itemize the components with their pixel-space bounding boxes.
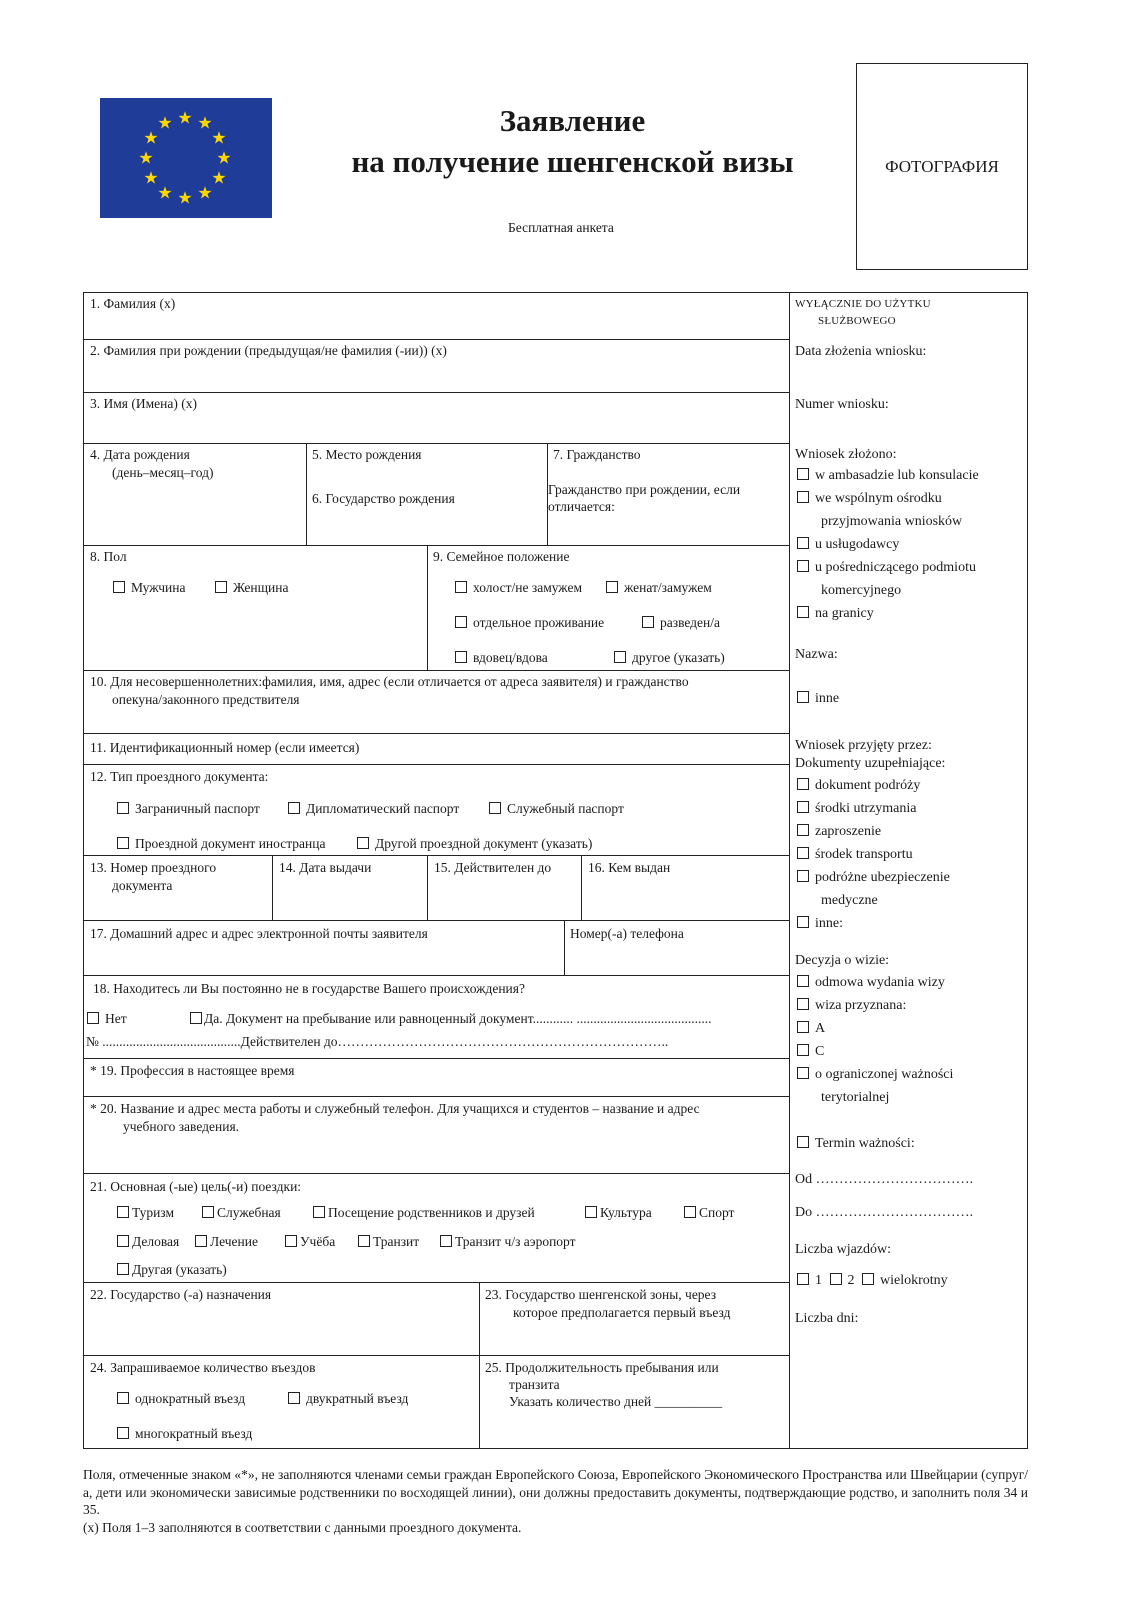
marital-option[interactable]: [642, 615, 720, 632]
office-valid-to: Do …………………………….: [795, 1205, 974, 1220]
checkbox-icon[interactable]: [585, 1206, 597, 1218]
checkbox-icon[interactable]: [797, 468, 809, 480]
option-label: Другой проездной документ (указать): [375, 836, 593, 851]
field-3-first-name[interactable]: 3. Имя (Имена) (x): [90, 396, 197, 411]
option-label: C: [815, 1044, 825, 1059]
purpose-option[interactable]: [117, 1205, 174, 1222]
option-label: na granicy: [815, 606, 874, 621]
option-label: Спорт: [699, 1205, 735, 1220]
divider: [83, 975, 789, 976]
option-label: Учёба: [300, 1234, 336, 1249]
checkbox-icon[interactable]: [797, 1136, 809, 1148]
checkbox-icon[interactable]: [797, 1044, 809, 1056]
office-days: Liczba dni:: [795, 1311, 859, 1326]
divider: [564, 920, 565, 975]
divider: [83, 545, 789, 546]
checkbox-icon[interactable]: [215, 581, 227, 593]
star-icon: ★: [216, 148, 232, 168]
field-23-first-entry-line2: которое предполагается первый въезд: [513, 1305, 731, 1320]
checkbox-icon[interactable]: [797, 691, 809, 703]
field-2-surname-at-birth[interactable]: 2. Фамилия при рождении (предыдущая/не фамилия (-ии)) (x): [90, 343, 447, 358]
doc-type-option[interactable]: [117, 836, 325, 853]
divider: [479, 1282, 480, 1449]
office-option[interactable]: [797, 1020, 825, 1038]
photo-box[interactable]: [856, 63, 1028, 270]
office-option[interactable]: [797, 915, 843, 933]
office-option[interactable]: [797, 823, 881, 841]
checkbox-icon[interactable]: [797, 778, 809, 790]
residence-option-no[interactable]: [87, 1011, 127, 1028]
footer-note-2: (x) Поля 1–3 заполняются в соответствии с данными проездного документа.: [83, 1519, 522, 1535]
marital-option[interactable]: [614, 650, 725, 667]
checkbox-icon[interactable]: [489, 802, 501, 814]
divider: [83, 855, 789, 856]
office-entries-options[interactable]: [797, 1272, 948, 1290]
office-option[interactable]: [797, 559, 976, 577]
option-label: Служебный паспорт: [507, 801, 624, 816]
checkbox-icon[interactable]: [117, 1206, 129, 1218]
checkbox-icon[interactable]: [455, 616, 467, 628]
field-14-issue-date[interactable]: 14. Дата выдачи: [279, 860, 372, 875]
purpose-option[interactable]: [585, 1205, 652, 1222]
option-label: Туризм: [132, 1205, 174, 1220]
divider: [83, 339, 789, 340]
checkbox-icon[interactable]: [797, 975, 809, 987]
option-label: двукратный въезд: [306, 1391, 409, 1406]
option-label: Культура: [600, 1205, 652, 1220]
checkbox-icon[interactable]: [117, 837, 129, 849]
checkbox-icon[interactable]: [87, 1012, 99, 1024]
option-label: разведен/а: [660, 615, 721, 630]
star-icon: ★: [157, 113, 173, 133]
divider: [83, 392, 789, 393]
checkbox-icon[interactable]: [313, 1206, 325, 1218]
field-10-guardian[interactable]: 10. Для несовершеннолетних:фамилия, имя, адрес (если отличается от адреса заявителя) и гражданство: [90, 674, 689, 689]
purpose-option[interactable]: [195, 1234, 258, 1251]
option-label: холост/не замужем: [473, 580, 582, 595]
entries-option[interactable]: [117, 1426, 252, 1443]
field-17-phone[interactable]: Номер(-а) телефона: [570, 926, 684, 941]
checkbox-icon[interactable]: [797, 1067, 809, 1079]
office-entries: Liczba wjazdów:: [795, 1242, 892, 1257]
field-18-document-number[interactable]: № .........................................Действителен до………………………………………………………………..: [86, 1034, 669, 1049]
checkbox-icon[interactable]: [642, 616, 654, 628]
star-icon: ★: [211, 168, 227, 188]
field-8-sex: 8. Пол: [90, 549, 127, 564]
checkbox-icon[interactable]: [862, 1273, 874, 1285]
option-label: inne: [815, 691, 840, 706]
option-label: Нет: [105, 1011, 127, 1026]
option-label: odmowa wydania wizy: [815, 975, 945, 990]
field-22-destination[interactable]: 22. Государство (-а) назначения: [90, 1287, 272, 1302]
checkbox-icon[interactable]: [455, 581, 467, 593]
divider: [83, 1173, 789, 1174]
divider: [306, 443, 307, 545]
checkbox-icon[interactable]: [440, 1235, 452, 1247]
subtitle: Бесплатная анкета: [508, 220, 614, 235]
entries-option[interactable]: [117, 1391, 245, 1408]
purpose-option[interactable]: [440, 1234, 576, 1251]
option-label: Деловая: [132, 1234, 180, 1249]
divider: [83, 443, 789, 444]
office-decision: Decyzja o wizie:: [795, 953, 890, 968]
field-23-first-entry[interactable]: 23. Государство шенгенской зоны, через: [485, 1287, 717, 1302]
star-icon: ★: [197, 183, 213, 203]
option-label: Служебная: [217, 1205, 281, 1220]
option-label: отдельное проживание: [473, 615, 605, 630]
option-label: podróżne ubezpieczenie: [815, 870, 950, 885]
option-label: w ambasadzie lub konsulacie: [815, 468, 979, 483]
doc-type-option[interactable]: [117, 801, 260, 818]
marital-option[interactable]: [455, 650, 548, 667]
field-10-guardian-line2: опекуна/законного предствителя: [112, 692, 300, 707]
divider: [272, 855, 273, 920]
checkbox-icon[interactable]: [797, 606, 809, 618]
option-label: o ograniczonej ważności: [815, 1067, 954, 1082]
office-number: Numer wniosku:: [795, 397, 889, 412]
checkbox-icon[interactable]: [797, 537, 809, 549]
purpose-option[interactable]: [117, 1234, 179, 1251]
option-label: wiza przyznana:: [815, 998, 907, 1013]
option-label: Лечение: [210, 1234, 258, 1249]
checkbox-icon[interactable]: [797, 491, 809, 503]
field-12-document-type: 12. Тип проездного документа:: [90, 769, 269, 784]
option-label: we wspólnym ośrodku: [815, 491, 942, 506]
office-option[interactable]: [797, 1135, 915, 1153]
field-17-address-email[interactable]: 17. Домашний адрес и адрес электронной почты заявителя: [90, 926, 428, 941]
option-label: Посещение родственников и друзей: [328, 1205, 535, 1220]
office-option[interactable]: [797, 1066, 953, 1084]
office-documents: Dokumenty uzupełniające:: [795, 756, 946, 771]
option-label: женат/замужем: [624, 580, 712, 595]
option-label: Дипломатический паспорт: [306, 801, 460, 816]
office-option-line2: medyczne: [821, 893, 878, 908]
option-label: u usługodawcy: [815, 537, 900, 552]
option-label: środek transportu: [815, 847, 913, 862]
field-13-doc-number-line2: документа: [112, 878, 173, 893]
checkbox-icon[interactable]: [285, 1235, 297, 1247]
checkbox-icon[interactable]: [684, 1206, 696, 1218]
star-icon: ★: [177, 188, 193, 208]
option-label: другое (указать): [632, 650, 725, 665]
sex-option-male[interactable]: [113, 580, 185, 597]
option-label: zaproszenie: [815, 824, 882, 839]
field-16-issued-by[interactable]: 16. Кем выдан: [588, 860, 671, 875]
field-7-citizenship[interactable]: 7. Гражданство: [553, 447, 641, 462]
purpose-option[interactable]: [358, 1234, 419, 1251]
field-4-birth-date[interactable]: 4. Дата рождения: [90, 447, 190, 462]
page-title-line2: на получение шенгенской визы: [351, 144, 794, 179]
checkbox-icon[interactable]: [113, 581, 125, 593]
checkbox-icon[interactable]: [117, 1235, 129, 1247]
field-7-citizenship-at-birth[interactable]: Гражданство при рождении, если отличается:: [548, 482, 741, 514]
office-header-line2: SŁUŻBOWEGO: [818, 315, 896, 327]
option-label: многократный въезд: [135, 1426, 253, 1441]
checkbox-icon[interactable]: [117, 1427, 129, 1439]
option-label: Другая (указать): [132, 1262, 227, 1277]
doc-type-option[interactable]: [489, 801, 624, 818]
option-label: Мужчина: [131, 580, 186, 595]
office-option[interactable]: [797, 997, 906, 1015]
option-label: Проездной документ иностранца: [135, 836, 326, 851]
checkbox-icon[interactable]: [797, 1021, 809, 1033]
doc-type-option[interactable]: [288, 801, 459, 818]
option-label: 2: [847, 1273, 855, 1288]
checkbox-icon[interactable]: [797, 870, 809, 882]
star-icon: ★: [143, 128, 159, 148]
office-option[interactable]: [797, 974, 945, 992]
option-label: Женщина: [233, 580, 289, 595]
field-11-id-number[interactable]: 11. Идентификационный номер (если имеется): [90, 740, 360, 755]
option-label: A: [815, 1021, 826, 1036]
checkbox-icon[interactable]: [614, 651, 626, 663]
field-24-entries: 24. Запрашиваемое количество въездов: [90, 1360, 316, 1375]
option-label: inne:: [815, 916, 843, 931]
option-label: wielokrotny: [880, 1273, 948, 1288]
marital-option[interactable]: [606, 580, 712, 597]
field-19-occupation[interactable]: * 19. Профессия в настоящее время: [90, 1063, 295, 1078]
sex-option-female[interactable]: [215, 580, 288, 597]
doc-type-option[interactable]: [357, 836, 592, 853]
option-label: Заграничный паспорт: [135, 801, 260, 816]
office-option[interactable]: [797, 846, 913, 864]
option-label: вдовец/вдова: [473, 650, 548, 665]
purpose-option[interactable]: [285, 1234, 335, 1251]
field-1-surname[interactable]: 1. Фамилия (x): [90, 296, 176, 311]
checkbox-icon[interactable]: [358, 1235, 370, 1247]
office-option[interactable]: [797, 777, 920, 795]
divider: [427, 545, 428, 670]
checkbox-icon[interactable]: [202, 1206, 214, 1218]
purpose-option[interactable]: [313, 1205, 535, 1222]
marital-option[interactable]: [455, 615, 604, 632]
checkbox-icon[interactable]: [288, 802, 300, 814]
divider: [83, 920, 789, 921]
option-label: Termin ważności:: [815, 1136, 915, 1151]
divider: [83, 1282, 789, 1283]
field-18-residence: 18. Находитесь ли Вы постоянно не в государстве Вашего происхождения?: [93, 981, 525, 996]
field-20-employer-line2: учебного заведения.: [123, 1119, 240, 1134]
field-5-birth-place[interactable]: 5. Место рождения: [312, 447, 422, 462]
star-icon: ★: [138, 148, 154, 168]
star-icon: ★: [197, 113, 213, 133]
checkbox-icon[interactable]: [117, 1263, 129, 1275]
field-6-birth-country[interactable]: 6. Государство рождения: [312, 491, 455, 506]
checkbox-icon[interactable]: [190, 1012, 202, 1024]
office-option[interactable]: [797, 690, 839, 708]
field-13-doc-number[interactable]: 13. Номер проездного: [90, 860, 217, 875]
checkbox-icon[interactable]: [830, 1273, 842, 1285]
office-option-line2: komercyjnego: [821, 583, 902, 598]
footer-note: [83, 1466, 1028, 1536]
divider: [83, 1058, 789, 1059]
checkbox-icon[interactable]: [288, 1392, 300, 1404]
star-icon: ★: [143, 168, 159, 188]
office-name: Nazwa:: [795, 647, 838, 662]
divider: [83, 733, 789, 734]
checkbox-icon[interactable]: [797, 916, 809, 928]
checkbox-icon[interactable]: [797, 824, 809, 836]
office-valid-from: Od …………………………….: [795, 1172, 974, 1187]
office-option-line2: terytorialnej: [821, 1090, 890, 1105]
footer-note-1: Поля, отмеченные знаком «*», не заполняются членами семьи граждан Европейского Союза, Европейского Экономического Пространства или Швейцарии (супруг/а, дети или экономически зависимые родственники по восходящей линии), они должны предоставить документы, подтверждающие родство, и заполнить поля 34 и 35.: [83, 1467, 1028, 1518]
option-label: środki utrzymania: [815, 801, 917, 816]
divider: [83, 1096, 789, 1097]
checkbox-icon[interactable]: [797, 801, 809, 813]
checkbox-icon[interactable]: [195, 1235, 207, 1247]
office-accepted-by: Wniosek przyjęty przez:: [795, 738, 932, 753]
checkbox-icon[interactable]: [797, 560, 809, 572]
checkbox-icon[interactable]: [357, 837, 369, 849]
office-option[interactable]: [797, 490, 942, 508]
purpose-option[interactable]: [684, 1205, 734, 1222]
office-date-submitted: Data złożenia wniosku:: [795, 344, 927, 359]
eu-flag-icon: [100, 98, 272, 218]
field-21-purpose: 21. Основная (-ые) цель(-и) поездки:: [90, 1179, 302, 1194]
purpose-option[interactable]: [202, 1205, 281, 1222]
office-header: WYŁĄCZNIE DO UŻYTKU: [795, 298, 931, 310]
purpose-option[interactable]: [117, 1262, 227, 1279]
checkbox-icon[interactable]: [117, 1392, 129, 1404]
checkbox-icon[interactable]: [606, 581, 618, 593]
divider: [83, 764, 789, 765]
entries-option[interactable]: [288, 1391, 408, 1408]
option-label: Транзит ч/з аэропорт: [455, 1234, 576, 1249]
field-20-employer[interactable]: * 20. Название и адрес места работы и служебный телефон. Для учащихся и студентов – название и адрес: [90, 1101, 700, 1116]
office-submitted-at: Wniosek złożono:: [795, 447, 897, 462]
option-label: Да. Документ на пребывание или равноценный документ............ ........................................: [204, 1011, 712, 1026]
option-label: dokument podróży: [815, 778, 921, 793]
option-label: u pośredniczącego podmiotu: [815, 560, 976, 575]
checkbox-icon[interactable]: [797, 998, 809, 1010]
marital-option[interactable]: [455, 580, 582, 597]
option-label: Транзит: [373, 1234, 420, 1249]
office-option[interactable]: [797, 605, 874, 623]
star-icon: ★: [177, 108, 193, 128]
office-option[interactable]: [797, 800, 916, 818]
checkbox-icon[interactable]: [455, 651, 467, 663]
checkbox-icon[interactable]: [797, 1273, 809, 1285]
office-option[interactable]: [797, 467, 979, 485]
divider: [83, 670, 789, 671]
office-option[interactable]: [797, 869, 950, 887]
field-4-format: (день–месяц–год): [112, 465, 214, 480]
office-option[interactable]: [797, 1043, 824, 1061]
office-option[interactable]: [797, 536, 899, 554]
divider: [83, 1355, 789, 1356]
field-9-marital-status: 9. Семейное положение: [433, 549, 570, 564]
option-label: однократный въезд: [135, 1391, 246, 1406]
divider: [581, 855, 582, 920]
residence-option-yes[interactable]: [190, 1011, 711, 1028]
star-icon: ★: [157, 183, 173, 203]
field-25-duration[interactable]: 25. Продолжительность пребывания или: [485, 1360, 719, 1375]
star-icon: ★: [211, 128, 227, 148]
page-title: Заявление: [499, 103, 646, 138]
field-25-duration-line2: транзита: [509, 1377, 560, 1392]
field-15-valid-until[interactable]: 15. Действителен до: [434, 860, 552, 875]
office-option-line2: przyjmowania wniosków: [821, 514, 963, 529]
photo-label: ФОТОГРАФИЯ: [885, 156, 999, 176]
checkbox-icon[interactable]: [117, 802, 129, 814]
office-divider: [789, 292, 790, 1449]
field-25-days[interactable]: Указать количество дней __________: [509, 1394, 723, 1409]
checkbox-icon[interactable]: [797, 847, 809, 859]
divider: [427, 855, 428, 920]
option-label: 1: [815, 1273, 822, 1288]
